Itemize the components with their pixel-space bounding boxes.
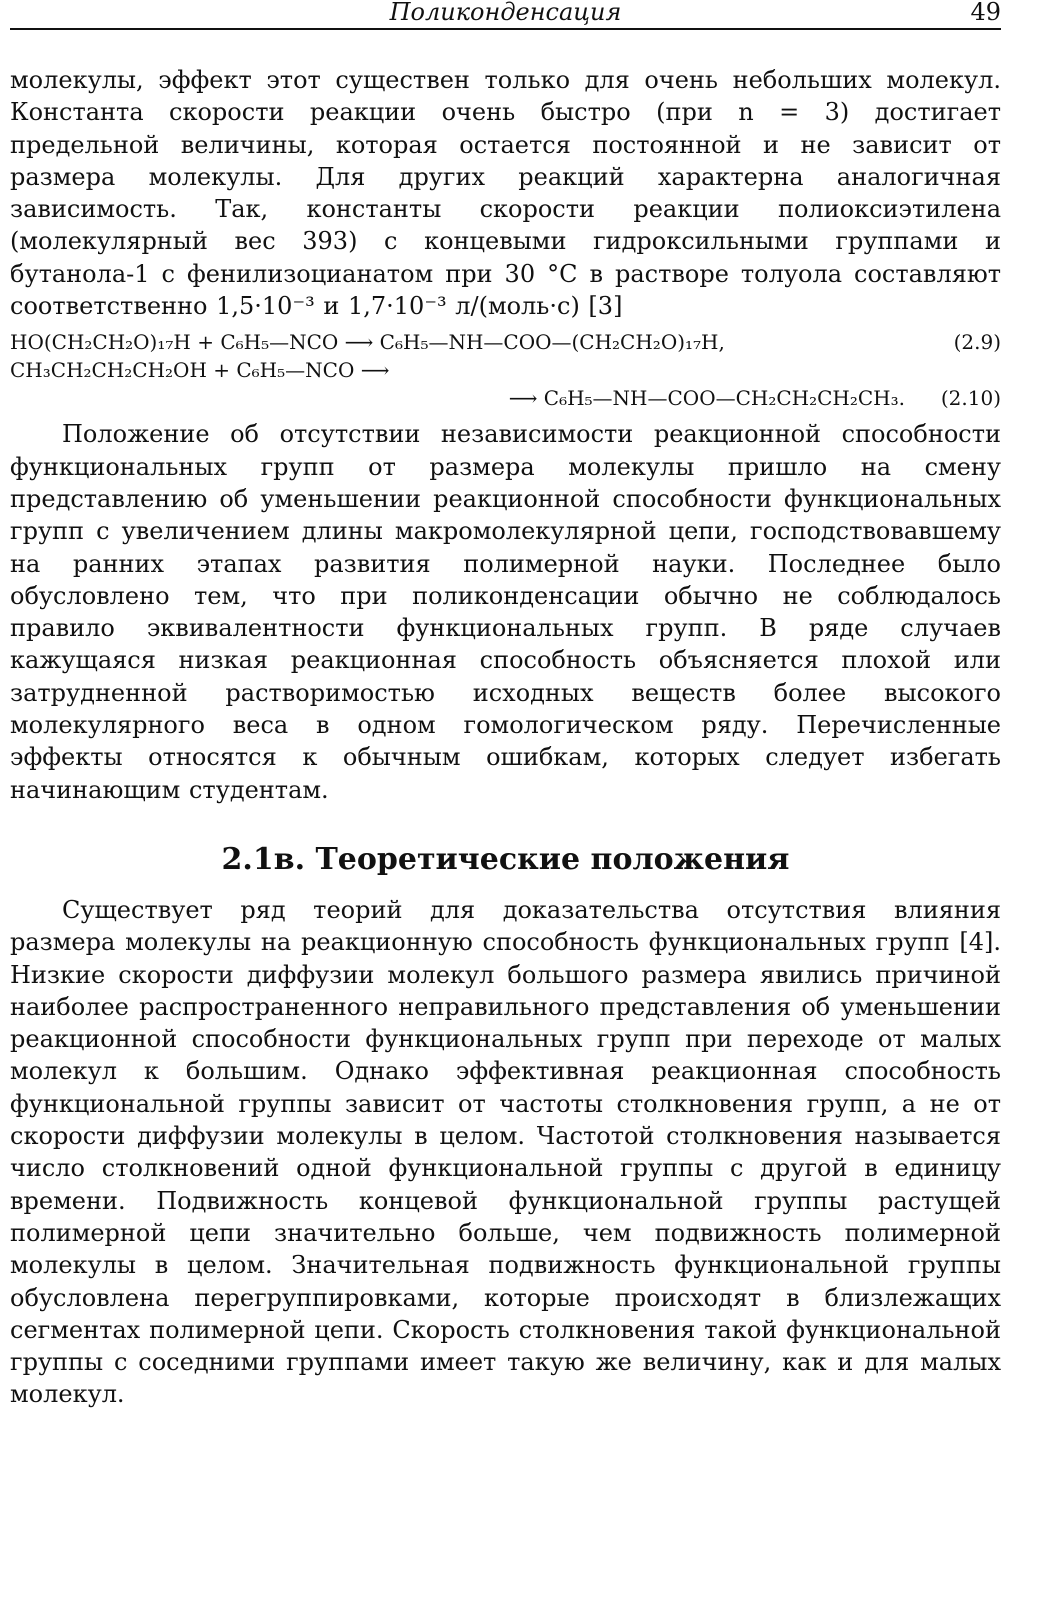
equation-2-9-number: (2.9) xyxy=(953,330,1001,355)
paragraph-continued: молекулы, эффект этот существен только для очень небольших молекул. Константа скорости реакции очень быстро (при n = 3) достигает предельной величины, которая остается постоянной и не зависит от размера молекулы. Для других реакций характерна аналогичная зависимость. Так, константы скорости реакции полиоксиэтилена (молекулярный вес 393) с концевыми гидроксильными группами и бутанола-1 с фенилизоцианатом при 30 °С в растворе толуола составляют соответственно 1,5·10⁻³ и 1,7·10⁻³ л/(моль·с) [3] xyxy=(10,66,1001,321)
equation-2-10-line-1-text: CH₃CH₂CH₂CH₂OH + C₆H₅—NCO ⟶ xyxy=(10,358,390,383)
section-heading: 2.1в. Теоретические положения xyxy=(221,841,790,877)
reaction-equations xyxy=(10,328,1001,412)
running-title: Поликонденсация xyxy=(389,0,622,26)
equation-2-10-line-2-text: ⟶ C₆H₅—NH—COO—CH₂CH₂CH₂CH₃. xyxy=(508,386,905,411)
equation-2-9 xyxy=(10,328,1001,356)
page-number: 49 xyxy=(970,0,1001,26)
equation-2-10-line-1 xyxy=(10,356,1001,384)
equation-2-9-text: HO(CH₂CH₂O)₁₇H + C₆H₅—NCO ⟶ C₆H₅—NH—COO—(CH₂CH₂O)₁₇H, xyxy=(10,330,725,355)
paragraph-theory: Существует ряд теорий для доказательства отсутствия влияния размера молекулы на реакционную способность функциональных групп [4]. Низкие скорости диффузии молекул большого размера явились причиной наиболее распространенного неправильного представления об уменьшении реакционной способности функциональных групп при переходе от малых молекул к большим. Однако эффективная реакционная способность функциональной группы зависит от частоты столкновения групп, а не от скорости диффузии молекулы в целом. Частотой столкновения называется число столкновений одной функциональной группы с другой в единицу времени. Подвижность концевой функциональной группы растущей полимерной цепи значительно больше, чем подвижность полимерной молекулы в целом. Значительная подвижность функциональной группы обусловлена перегруппировками, которые происходят в близлежащих сегментах полимерной цепи. Скорость столкновения такой функциональной группы с соседними группами имеет такую же величину, как и для малых молекул. xyxy=(10,895,1001,1409)
equation-2-10-line-2 xyxy=(10,384,1001,412)
equation-2-10-number: (2.10) xyxy=(940,386,1001,411)
running-header xyxy=(10,0,1001,30)
paragraph-reactivity: Положение об отсутствии независимости реакционной способности функциональных групп от размера молекулы пришло на смену представлению об уменьшении реакционной способности функциональных групп с увеличением длины макромолекулярной цепи, господствовавшему на ранних этапах развития полимерной науки. Последнее было обусловлено тем, что при поликонденсации обычно не соблюдалось правило эквивалентности функциональных групп. В ряде случаев кажущаяся низкая реакционная способность объясняется плохой или затрудненной растворимостью исходных веществ более высокого молекулярного веса в одном гомологическом ряду. Перечисленные эффекты относятся к обычным ошибкам, которых следует избегать начинающим студентам. xyxy=(10,420,1001,804)
